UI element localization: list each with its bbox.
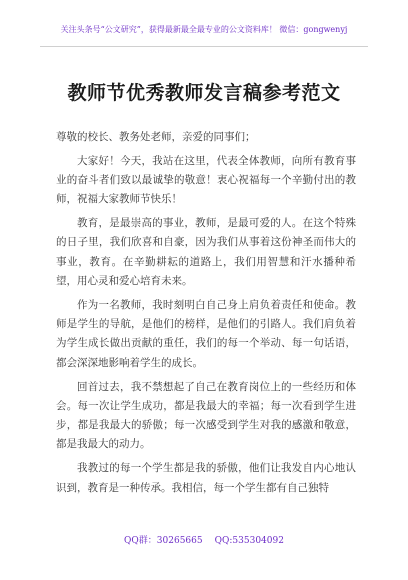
header-divider bbox=[40, 46, 368, 47]
paragraph-responsibility: 作为一名教师，我时刻明白自己身上肩负着责任和使命。教师是学生的导航，是他们的榜样，是他们的引路人。我们肩负着为学生成长做出贡献的重任，我们的每一个举动、每一句话语，都会深深地影响着学生的成长。 bbox=[56, 298, 356, 369]
header-note: 关注头条号“公文研究”，获得最新最全最专业的公文资料库！ 微信：gongwenyj bbox=[60, 25, 348, 34]
document-title: 教师节优秀教师发言稿参考范文 bbox=[67, 82, 341, 104]
paragraph-reflection: 回首过去，我不禁想起了自己在教育岗位上的一些经历和体会。每一次让学生成功，都是我最大的幸福；每一次看到学生进步，都是我最大的骄傲；每一次感受到学生对我的感激和敬意，都是我最大的动力。 bbox=[56, 380, 356, 451]
footer-qq-number: QQ:535304092 bbox=[214, 536, 284, 546]
footer-qq-group: QQ群：30265665 bbox=[124, 536, 203, 546]
salutation: 尊敬的校长、教务处老师，亲爱的同事们； bbox=[56, 131, 256, 143]
footer-contact bbox=[0, 535, 408, 547]
paragraph-greeting: 大家好！今天，我站在这里，代表全体教师，向所有教育事业的奋斗者们致以最诚挚的敬意！衷心祝福每一个辛勤付出的教师，祝福大家教师节快乐！ bbox=[56, 154, 356, 206]
document-body bbox=[56, 128, 356, 502]
paragraph-students: 我教过的每一个学生都是我的骄傲，他们让我发自内心地认识到，教育是一种传承。我相信，每一个学生都有自己独特 bbox=[56, 462, 356, 494]
paragraph-education: 教育，是最崇高的事业，教师，是最可爱的人。在这个特殊的日子里，我们欣喜和自豪，因为我们从事着这份神圣而伟大的事业，教育。在辛勤耕耘的道路上，我们用智慧和汗水播种希望，用心灵和爱心培育未来。 bbox=[56, 217, 356, 288]
